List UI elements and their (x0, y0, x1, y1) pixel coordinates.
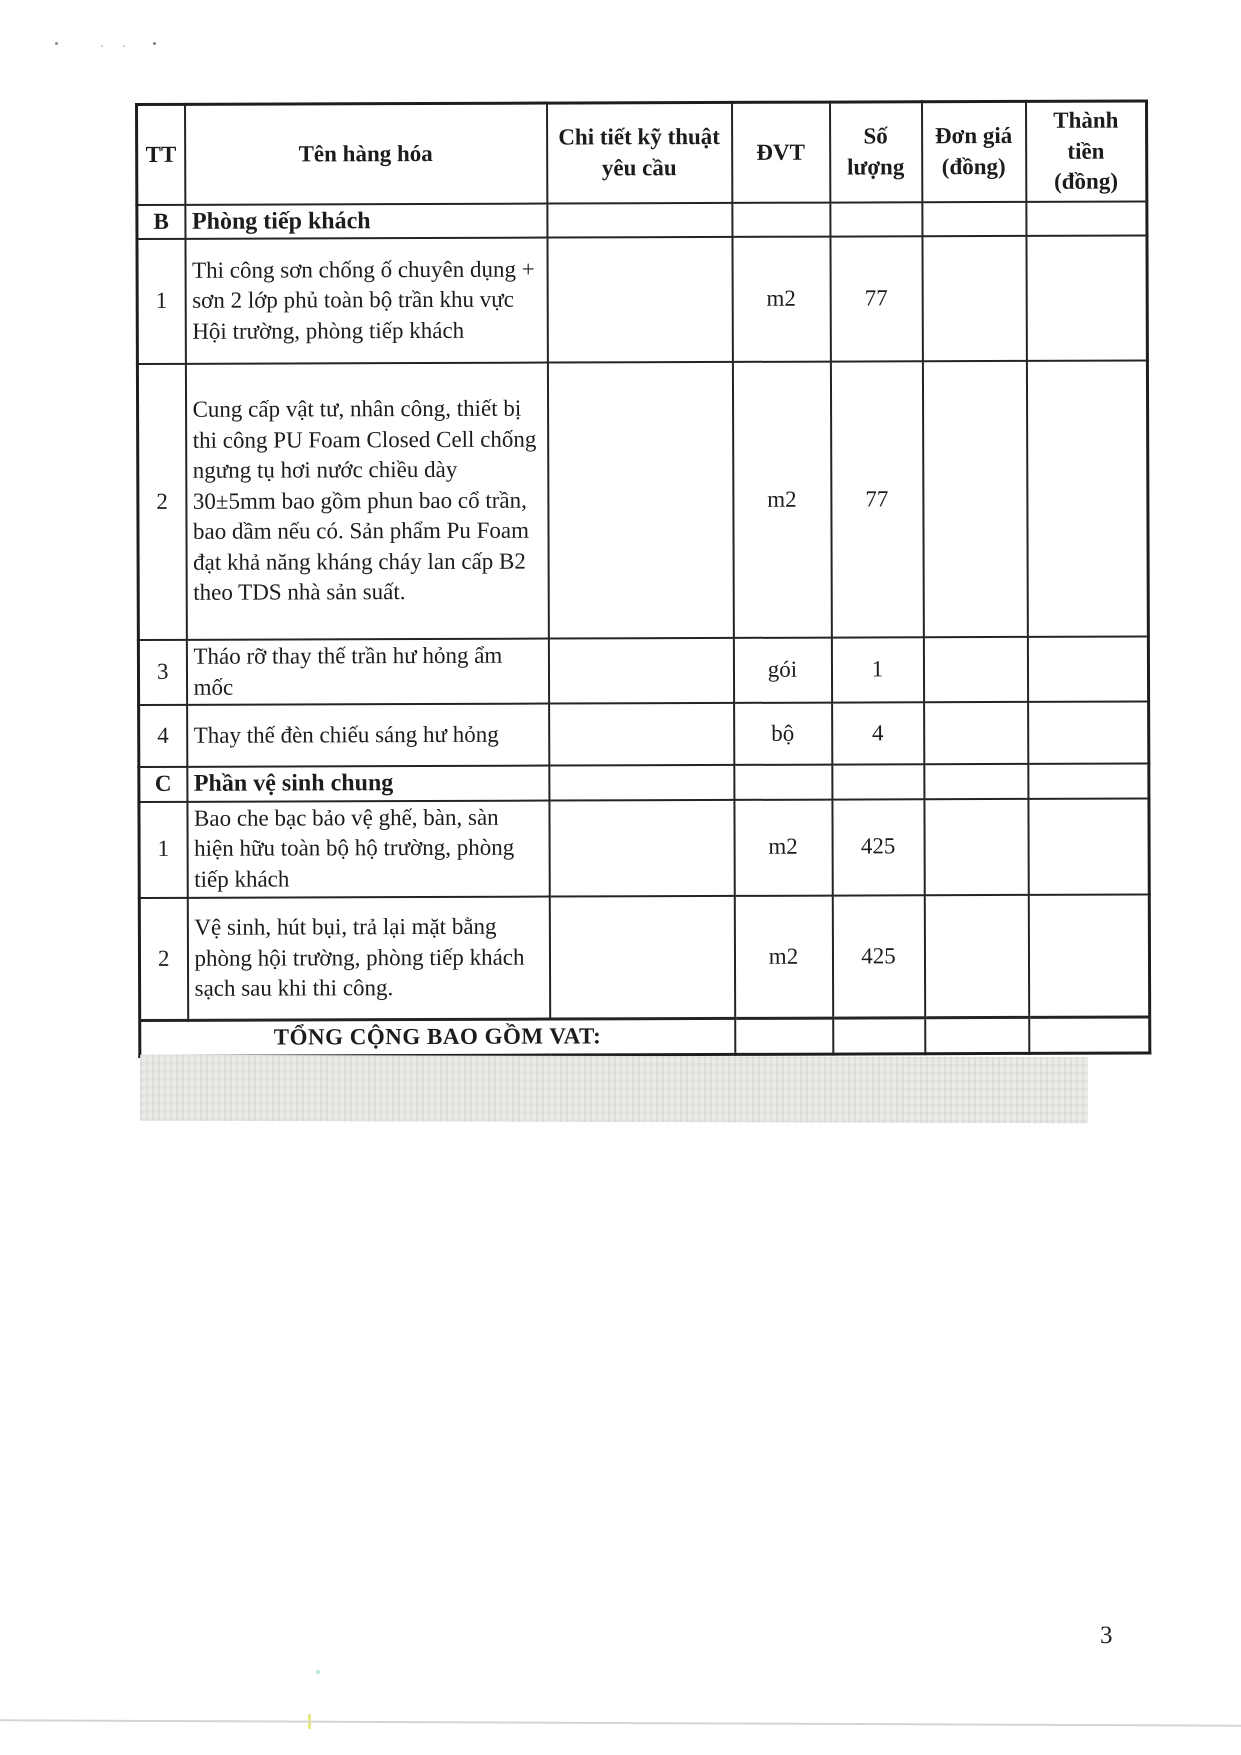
row-no: 3 (138, 640, 186, 705)
header-chi-tiet: Chi tiết kỹ thuật yêu cầu (547, 102, 732, 203)
header-don-gia: Đơn giá (đồng) (922, 101, 1026, 201)
item-amount (1028, 798, 1149, 894)
row-no: 1 (137, 239, 185, 364)
table-row (139, 894, 1149, 1021)
item-detail (549, 895, 734, 1019)
header-tt: TT (137, 104, 185, 204)
item-name: Cung cấp vật tư, nhân công, thiết bị thi công PU Foam Closed Cell chống ngưng tụ hơi nước chiều dày 30±5mm bao gồm phun bao cổ trần, bao dầm nếu có. Sản phẩm Pu Foam đạt khả năng kháng cháy lan cấp B2 theo TDS nhà sản suất. (185, 363, 548, 640)
scan-artifact-band (140, 1055, 1088, 1123)
header-so-luong: Số lượng (830, 102, 922, 202)
table-total-row (140, 1017, 1150, 1056)
item-name: Tháo rỡ thay thế trần hư hỏng ẩm mốc (186, 639, 548, 705)
item-amount (1027, 636, 1148, 701)
item-name: Vệ sinh, hút bụi, trả lại mặt bằng phòng hội trường, phòng tiếp khách sạch sau khi thi công. (187, 896, 549, 1020)
table-row (137, 360, 1148, 640)
section-title: Phòng tiếp khách (185, 203, 547, 239)
item-unit: m2 (734, 895, 832, 1018)
header-thanh-tien: Thành tiền (đồng) (1025, 101, 1146, 201)
item-amount (1028, 701, 1149, 763)
row-no: 2 (139, 897, 187, 1020)
table-row (138, 636, 1148, 705)
scan-speck (55, 42, 58, 45)
item-unit-price (923, 637, 1027, 702)
page-number: 3 (1100, 1622, 1113, 1649)
item-unit: gói (733, 638, 831, 703)
row-no: 2 (137, 364, 186, 640)
item-qty: 77 (830, 236, 922, 361)
scan-speck (153, 42, 156, 45)
table-row-section-c (139, 763, 1149, 801)
quotation-table (135, 99, 1151, 1057)
item-detail (549, 799, 734, 896)
header-dvt: ĐVT (732, 102, 830, 202)
scan-speck (316, 1670, 320, 1674)
table-header-row (137, 101, 1147, 205)
scan-speck (101, 45, 103, 47)
item-amount (1026, 235, 1147, 360)
row-no: 1 (139, 801, 187, 897)
item-amount (1028, 894, 1149, 1017)
item-unit-price (922, 361, 1027, 637)
scan-fold-line (0, 1719, 1241, 1726)
header-ten-hang-hoa: Tên hàng hóa (185, 103, 547, 204)
item-detail (549, 703, 734, 766)
scan-speck (123, 45, 125, 47)
item-unit-price (924, 894, 1028, 1017)
item-name: Thi công sơn chống ố chuyên dụng + sơn 2 lớp phủ toàn bộ trần khu vực Hội trường, phòng tiếp khách (185, 238, 547, 364)
row-no: C (139, 767, 187, 802)
item-amount (1026, 360, 1148, 636)
item-name: Bao che bạc bảo vệ ghế, bàn, sàn hiện hữu toàn bộ hộ trường, phòng tiếp khách (187, 800, 549, 897)
section-title: Phần vệ sinh chung (187, 766, 549, 802)
item-unit: m2 (732, 237, 830, 362)
table-row (139, 798, 1149, 898)
total-label: TỔNG CỘNG BAO GỒM VAT: (140, 1018, 735, 1056)
item-qty: 77 (830, 361, 923, 637)
item-unit-price (924, 702, 1028, 764)
item-unit-price (924, 798, 1028, 894)
item-qty: 1 (831, 637, 923, 702)
item-detail (548, 638, 733, 704)
item-name: Thay thế đèn chiếu sáng hư hỏng (187, 704, 549, 767)
scanned-document-sheet (135, 99, 1151, 1057)
table-row (137, 235, 1147, 364)
row-no: B (137, 204, 185, 239)
item-detail (547, 237, 732, 363)
item-unit: m2 (734, 799, 832, 895)
item-unit: m2 (732, 362, 831, 638)
item-qty: 425 (832, 895, 924, 1018)
item-detail (547, 362, 733, 639)
table-row (139, 701, 1149, 767)
item-unit: bộ (734, 703, 832, 765)
item-unit-price (922, 236, 1026, 361)
item-qty: 425 (832, 799, 924, 895)
item-qty: 4 (832, 702, 924, 764)
table-row-section-b (137, 201, 1147, 239)
row-no: 4 (139, 705, 187, 767)
